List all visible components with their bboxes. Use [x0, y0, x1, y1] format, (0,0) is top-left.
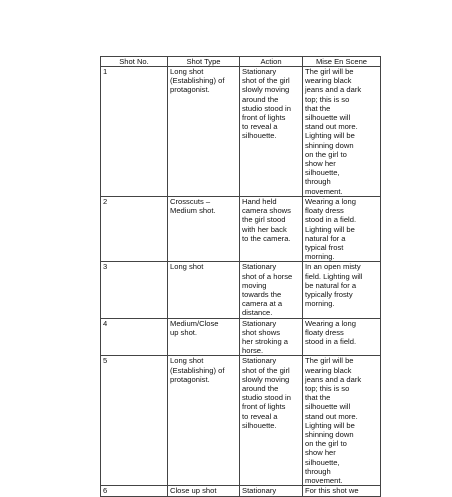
cell-action: [240, 67, 303, 197]
cell-text-line: to the camera.: [242, 233, 291, 243]
header-action: Action: [240, 57, 303, 67]
cell-mise-en-scene: [303, 197, 381, 262]
cell-mise-en-scene: [303, 262, 381, 318]
cell-text-line: show her: [305, 159, 336, 169]
cell-text-line: Hand held: [242, 197, 277, 206]
cell-text-line: slowly moving: [242, 85, 290, 95]
cell-text-line: silhouette,: [305, 457, 340, 467]
cell-action: [240, 486, 303, 496]
cell-text-line: Close up shot: [170, 486, 217, 496]
cell-text-line: on the girl to: [305, 439, 347, 449]
cell-shot-type: [168, 356, 240, 486]
shot-list-table: [100, 56, 381, 497]
cell-text-line: movement.: [305, 186, 343, 196]
cell-text-line: (Establishing) of: [170, 365, 225, 375]
table-row: [101, 67, 381, 197]
cell-text-line: Medium/Close: [170, 318, 219, 328]
cell-text-line: Wearing a long: [305, 318, 356, 328]
cell-text-line: Long shot: [170, 356, 204, 366]
cell-text-line: protagonist.: [170, 85, 210, 95]
cell-text-line: shot shows: [242, 327, 280, 337]
cell-text-line: typically frosty: [305, 290, 353, 300]
cell-shot-type: [168, 67, 240, 197]
cell-text-line: Stationary: [242, 262, 277, 272]
cell-text-line: Medium shot.: [170, 206, 216, 216]
cell-text-line: stand out more.: [305, 411, 358, 421]
cell-text-line: The girl will be: [305, 67, 354, 76]
cell-text-line: Lighting will be: [305, 420, 355, 430]
cell-text-line: Crosscuts –: [170, 197, 211, 206]
cell-text-line: be natural for a: [305, 280, 357, 290]
cell-text-line: shot of the girl: [242, 76, 290, 86]
cell-text-line: wearing black: [305, 76, 352, 86]
cell-text-line: horse.: [242, 346, 264, 356]
cell-shot-no: 5: [101, 356, 168, 486]
table-row: [101, 486, 381, 496]
cell-mise-en-scene: [303, 486, 381, 496]
cell-text-line: front of lights: [242, 402, 286, 412]
table-row: [101, 197, 381, 262]
cell-text-line: her stroking a: [242, 337, 289, 347]
cell-text-line: to reveal a: [242, 122, 278, 132]
cell-text-line: natural for a: [305, 233, 346, 243]
cell-shot-no: 6: [101, 486, 168, 496]
cell-text-line: stood in a field.: [305, 337, 357, 347]
cell-text-line: up shot.: [170, 327, 198, 337]
cell-text-line: slowly moving: [242, 374, 290, 384]
cell-text-line: Stationary: [242, 67, 277, 76]
cell-text-line: on the girl to: [305, 149, 347, 159]
cell-text-line: top; this is so: [305, 94, 350, 104]
cell-text-line: jeans and a dark: [305, 374, 362, 384]
header-shot-type: Shot Type: [168, 57, 240, 67]
cell-mise-en-scene: [303, 356, 381, 486]
cell-text-line: towards the: [242, 290, 282, 300]
cell-text-line: silhouette will: [305, 113, 351, 123]
cell-shot-no: 2: [101, 197, 168, 262]
cell-text-line: through: [305, 466, 331, 476]
cell-text-line: Lighting will be: [305, 131, 355, 141]
cell-text-line: silhouette.: [242, 420, 277, 430]
cell-action: [240, 356, 303, 486]
cell-text-line: wearing black: [305, 365, 352, 375]
cell-text-line: Wearing a long: [305, 197, 356, 206]
cell-text-line: field. Lighting will: [305, 271, 363, 281]
cell-text-line: studio stood in: [242, 103, 291, 113]
cell-text-line: In an open misty: [305, 262, 361, 272]
table-row: [101, 318, 381, 356]
cell-text-line: shot of the girl: [242, 365, 290, 375]
cell-text-line: silhouette.: [242, 131, 277, 141]
cell-action: [240, 262, 303, 318]
cell-shot-type: [168, 262, 240, 318]
header-shot-no: Shot No.: [101, 57, 168, 67]
table-row: [101, 356, 381, 486]
cell-text-line: camera shows: [242, 206, 291, 216]
cell-text-line: Stationary: [242, 486, 277, 496]
cell-text-line: For this shot we: [305, 486, 359, 496]
header-mise-en-scene: Mise En Scene: [303, 57, 381, 67]
cell-shot-no: 4: [101, 318, 168, 356]
cell-text-line: floaty dress: [305, 327, 344, 337]
cell-text-line: that the: [305, 103, 331, 113]
cell-text-line: Stationary: [242, 318, 277, 328]
cell-shot-type: [168, 197, 240, 262]
cell-text-line: morning.: [305, 252, 335, 262]
cell-text-line: to reveal a: [242, 411, 278, 421]
cell-text-line: shinning down: [305, 430, 354, 440]
cell-text-line: Lighting will be: [305, 224, 355, 234]
cell-text-line: stand out more.: [305, 122, 358, 132]
cell-text-line: Long shot: [170, 67, 204, 76]
cell-shot-type: [168, 486, 240, 496]
cell-shot-no: 3: [101, 262, 168, 318]
cell-text-line: the girl stood: [242, 215, 286, 225]
table-header-row: [101, 57, 381, 67]
cell-text-line: typical frost: [305, 243, 344, 253]
cell-text-line: studio stood in: [242, 393, 291, 403]
cell-text-line: moving: [242, 280, 267, 290]
cell-text-line: protagonist.: [170, 374, 210, 384]
cell-text-line: that the: [305, 393, 331, 403]
cell-text-line: jeans and a dark: [305, 85, 362, 95]
cell-text-line: around the: [242, 94, 279, 104]
cell-text-line: Stationary: [242, 356, 277, 366]
cell-text-line: camera at a: [242, 299, 283, 309]
cell-text-line: floaty dress: [305, 206, 344, 216]
cell-text-line: The girl will be: [305, 356, 354, 366]
cell-text-line: morning.: [305, 299, 335, 309]
cell-text-line: top; this is so: [305, 384, 350, 394]
cell-text-line: around the: [242, 384, 279, 394]
cell-action: [240, 318, 303, 356]
cell-text-line: shinning down: [305, 140, 354, 150]
cell-text-line: show her: [305, 448, 336, 458]
cell-text-line: with her back: [242, 224, 287, 234]
cell-text-line: Long shot: [170, 262, 204, 272]
cell-text-line: front of lights: [242, 113, 286, 123]
cell-text-line: (Establishing) of: [170, 76, 225, 86]
cell-mise-en-scene: [303, 318, 381, 356]
cell-text-line: distance.: [242, 308, 273, 318]
cell-text-line: silhouette will: [305, 402, 351, 412]
cell-mise-en-scene: [303, 67, 381, 197]
cell-text-line: stood in a field.: [305, 215, 357, 225]
cell-shot-type: [168, 318, 240, 356]
cell-text-line: through: [305, 177, 331, 187]
cell-text-line: shot of a horse: [242, 271, 293, 281]
table-row: [101, 262, 381, 318]
cell-action: [240, 197, 303, 262]
cell-text-line: movement.: [305, 476, 343, 486]
cell-shot-no: 1: [101, 67, 168, 197]
table-body: [101, 67, 381, 497]
cell-text-line: silhouette,: [305, 168, 340, 178]
